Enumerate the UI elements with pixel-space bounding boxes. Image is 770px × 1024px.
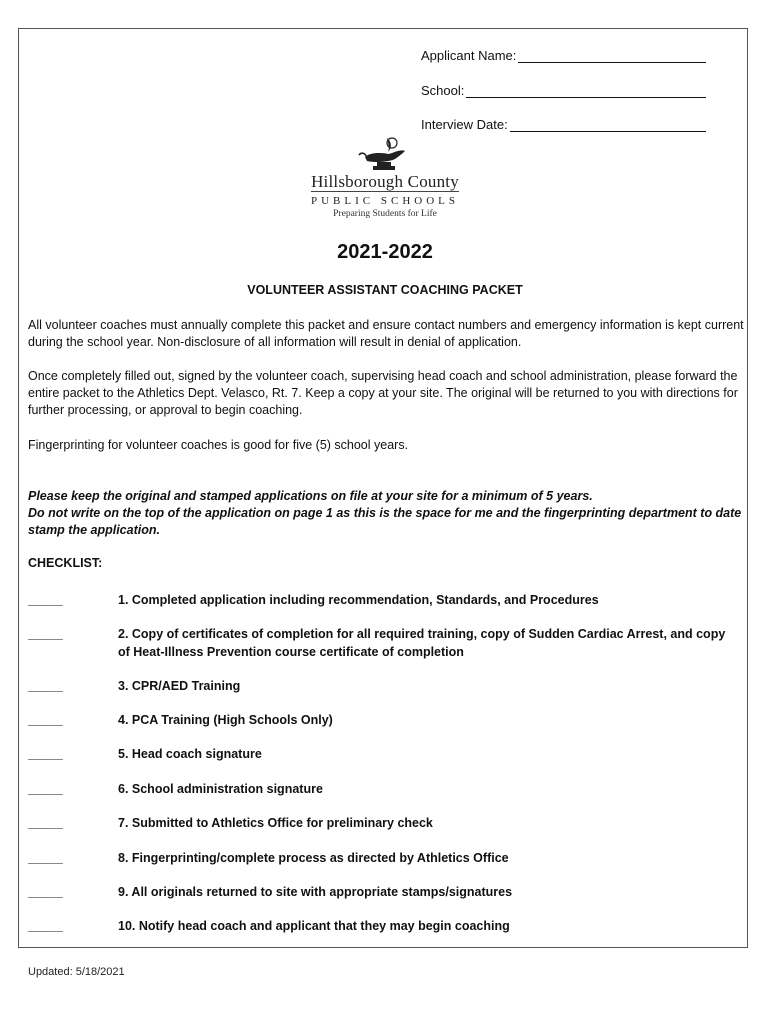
checklist-item-text: 7. Submitted to Athletics Office for preliminary check xyxy=(118,816,433,830)
interview-date-field[interactable] xyxy=(421,117,706,132)
checklist-blank[interactable]: _____ xyxy=(28,782,63,796)
checklist-item-text: 9. All originals returned to site with appropriate stamps/signatures xyxy=(118,885,513,899)
checklist-item-text: 5. Head coach signature xyxy=(118,747,262,761)
checklist-blank[interactable]: _____ xyxy=(28,593,63,607)
packet-title: VOLUNTEER ASSISTANT COACHING PACKET xyxy=(247,283,523,297)
interview-date-line[interactable] xyxy=(510,117,706,132)
applicant-name-label: Applicant Name: xyxy=(421,48,517,63)
logo-district-name: Hillsborough County xyxy=(311,172,459,191)
interview-date-label: Interview Date: xyxy=(421,117,508,132)
warning-line-1: Please keep the original and stamped applications on file at your site for a minimum of 5 years. xyxy=(28,489,593,503)
checklist-blank[interactable]: _____ xyxy=(28,885,63,899)
checklist-item-text: 1. Completed application including recommendation, Standards, and Procedures xyxy=(118,593,599,607)
instructions-paragraph: Once completely filled out, signed by the volunteer coach, supervising head coach and school administration, please forward the entire packet to the Athletics Dept. Velasco, Rt. 7. Keep a copy at your site. The original will be returned to you with directions for further processing, or approval to begin coaching. xyxy=(28,369,738,417)
school-field[interactable] xyxy=(421,83,706,98)
school-label: School: xyxy=(421,83,465,98)
checklist-blank[interactable]: _____ xyxy=(28,747,63,761)
checklist-blank[interactable]: _____ xyxy=(28,679,63,693)
checklist-blank[interactable]: _____ xyxy=(28,713,63,727)
district-logo xyxy=(300,135,470,227)
warning-line-2: Do not write on the top of the application on page 1 as this is the space for me and the fingerprinting department to date stamp the application. xyxy=(28,506,742,537)
checklist-blank[interactable]: _____ xyxy=(28,851,63,865)
checklist-item-text: 3. CPR/AED Training xyxy=(118,679,241,693)
school-year: 2021-2022 xyxy=(337,241,433,263)
logo-tagline: Preparing Students for Life xyxy=(333,209,437,219)
checklist-item-text: 10. Notify head coach and applicant that they may begin coaching xyxy=(118,919,510,933)
checklist-blank[interactable]: _____ xyxy=(28,919,63,933)
updated-date: Updated: 5/18/2021 xyxy=(28,966,125,978)
lamp-of-learning-icon xyxy=(355,135,415,173)
school-line[interactable] xyxy=(466,83,706,98)
checklist-item-text: 2. Copy of certificates of completion for all required training, copy of Sudden Cardiac Arrest, and copy of Heat-Illness Prevention course certificate of completion xyxy=(118,627,726,659)
applicant-name-line[interactable] xyxy=(518,48,706,63)
applicant-name-field[interactable] xyxy=(421,48,706,63)
fingerprinting-paragraph: Fingerprinting for volunteer coaches is good for five (5) school years. xyxy=(28,438,409,452)
checklist-blank[interactable]: _____ xyxy=(28,627,63,641)
intro-paragraph: All volunteer coaches must annually complete this packet and ensure contact numbers and emergency information is kept current during the school year. Non-disclosure of all information will result in denial of application. xyxy=(28,318,744,349)
checklist-item-text: 6. School administration signature xyxy=(118,782,323,796)
checklist-item-text: 8. Fingerprinting/complete process as directed by Athletics Office xyxy=(118,851,509,865)
checklist-item-text: 4. PCA Training (High Schools Only) xyxy=(118,713,333,727)
checklist-heading: CHECKLIST: xyxy=(28,556,103,570)
checklist-blank[interactable]: _____ xyxy=(28,816,63,830)
logo-subtitle: PUBLIC SCHOOLS xyxy=(311,195,459,207)
